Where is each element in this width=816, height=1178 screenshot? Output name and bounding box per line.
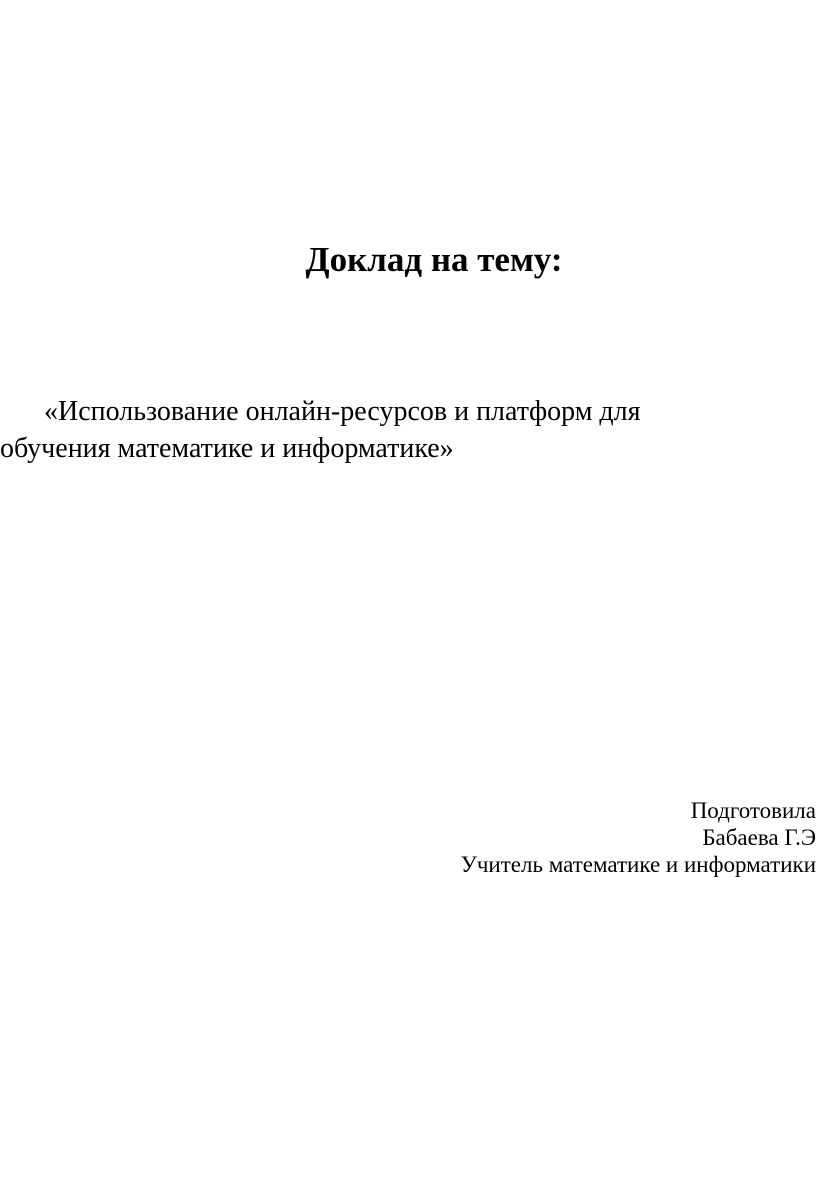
author-block — [0, 797, 816, 878]
author-name: Бабаева Г.Э — [702, 825, 816, 850]
author-label: Подготовила — [690, 798, 816, 823]
topic-line-2: обучения математике и информатике» — [0, 433, 454, 464]
author-position: Учитель математике и информатики — [460, 852, 816, 877]
document-heading: Доклад на тему: — [305, 240, 563, 279]
report-topic — [0, 393, 816, 467]
topic-line-1: «Использование онлайн-ресурсов и платформ для — [44, 396, 641, 427]
